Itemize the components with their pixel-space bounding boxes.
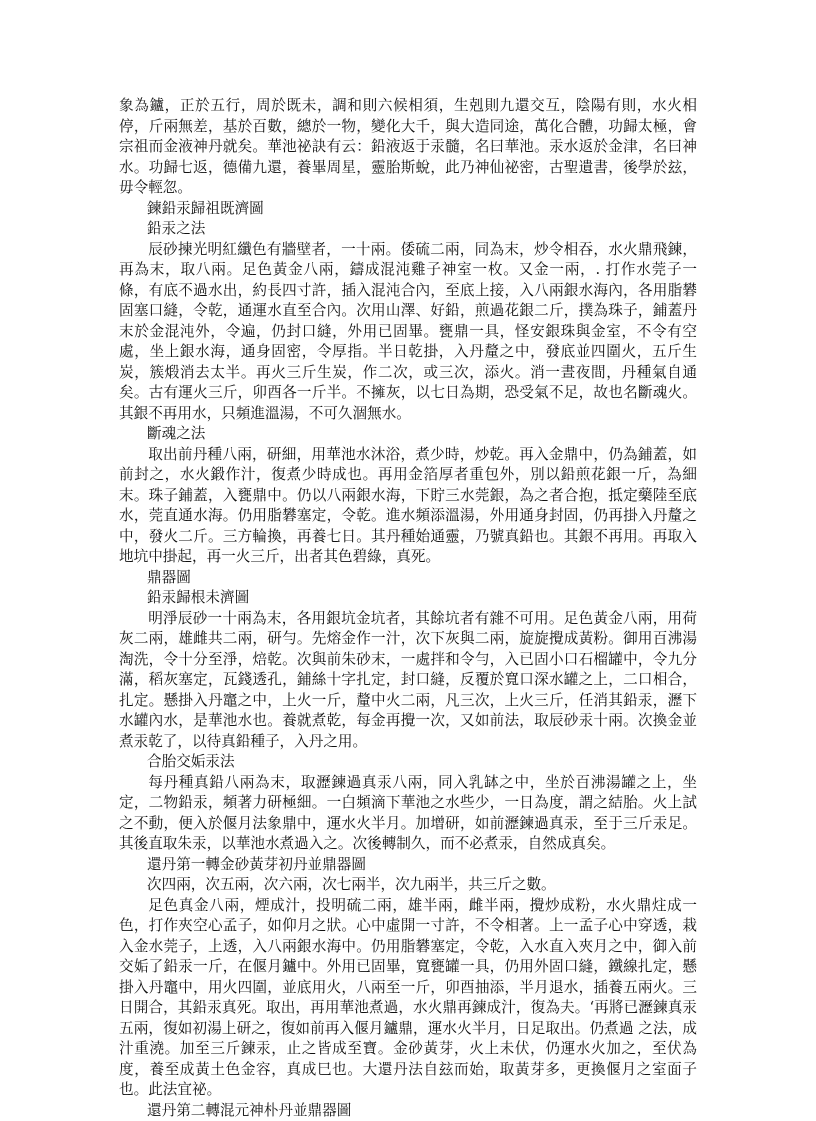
paragraph: 明淨辰砂一十兩為末，各用銀坑金坑者，其餘坑者有雜不可用。足色黃金八兩，用荷灰二兩，雄雌共二兩，研勻。先熔金作一汁，次下灰與二兩，旋旋攪成黃粉。御用百沸湯淘洗，令十分至淨，焙乾。次與前朱砂末，一處拌和令勻，入已固小口石榴罐中，令九分滿，稻灰塞定，瓦錢透孔，鋪絲十字扎定，封口縫，反覆於寬口深水罐之上，二口相合，扎定。懸掛入丹竈之中，上火一斤，釐中火二兩，凡三次，上火三斤，任消其鉛汞，瀝下水罐內水，是華池水也。養就煮乾，每金再攪一次，又如前法，取辰砂汞十兩。次換金並煮汞乾了，以待真鉛種子，入丹之用。 [119, 609, 697, 753]
paragraph: 每丹種真鉛八兩為末，取瀝鍊過真汞八兩，同入乳缽之中，坐於百沸湯罐之上，坐定，二物鉛汞，頻著力研極細。一白頻滴下華池之水些少，一日為度，謂之結胎。火上試之不動，便入於偃月法象鼎中，運水火半月。加增研，如前瀝鍊過真汞，至于三斤汞足。其後直取朱汞，以華池水煮過入之。次後轉制久，而不必煮汞，自然成真矣。 [119, 773, 697, 855]
section-heading: 鍊鉛汞歸祖既濟圖 [119, 199, 697, 220]
section-heading: 合胎交姤汞法 [119, 752, 697, 773]
section-heading: 鉛汞歸根未濟圖 [119, 588, 697, 609]
section-heading: 還丹第二轉混元神朴丹並鼎器圖 [119, 1101, 697, 1121]
section-heading: 還丹第一轉金砂黃芽初丹並鼎器圖 [119, 855, 697, 876]
section-heading: 斷魂之法 [119, 424, 697, 445]
paragraph: 足色真金八兩，煙成汁，投明硫二兩，雄半兩，雌半兩，攪炒成粉，水火鼎炷成一色，打作夾空心孟子，如仰月之狀。心中虛開一寸許，不令相著。上一孟子心中穿透，栽入金水莞子，上透，入八兩銀水海中。仍用脂礬塞定，令乾，入水直入夾月之中，御入前交姤了鉛汞一斤，在偃月鑪中。外用已固畢，寬甕罐一具，仍用外固口縫，鐵線扎定，懸掛入丹竈中，用火四圍，並底用火，八兩至一斤，卯酉抽添，半月退水，插養五兩火。三日開合，其鉛汞真死。取出，再用華池煮過，水火鼎再鍊成汁，復為夫。‘再將已瀝鍊真汞五兩，復如初湯上研之，復如前再入偃月鑪鼎，運水火半月，日足取出。仍煮過 之法，成汁重澆。加至三斤鍊汞，止之皆成至寶。金砂黃芽，火上未伏，仍運水火加之，至伏為度，養至成黃土色金容，真成巳也。大還丹法自玆而始，取黃芽多，更換偃月之室面子也。此法宜祕。 [119, 896, 697, 1101]
section-heading: 鉛汞之法 [119, 219, 697, 240]
paragraph: 取出前丹種八兩，研細，用華池水沐浴，煮少時，炒乾。再入金鼎中，仍為鋪蓋，如前封之，水火鍛作汁，復煮少時成也。再用金箔厚者重包外，別以鉛煎花銀一斤，為細末。珠子鋪蓋，入甕鼎中。仍以八兩銀水海，下貯三水莞銀，為之者合抱，抵定藥陸至底水，莞直通水海。仍用脂礬塞定，令乾。進水頻添溫湯，外用通身封固，仍再掛入丹釐之中，發火二斤。三方輪換，再養七日。其丹種始通靈，乃號真鉛也。其銀不再用。再取入地坑中掛起，再一火三斤，出者其色碧綠，真死。 [119, 445, 697, 568]
paragraph: 象為鑪，正於五行，周於既未，調和則六候相須，生剋則九還交互，陰陽有則，水火相停，斤兩無差，基於百數，總於一物，變化大千，與大造同途，萬化合體，功歸太極，會宗祖而金液神丹就矣。華池祕訣有云：鉛液返于汞髓，名曰華池。汞水返於金津，名曰神水。功歸七返，德備九還，養畢周星，靈胎斯蛻，此乃神仙祕密，古聖遺書，後學於玆，毋令輕忽。 [119, 96, 697, 199]
section-heading: 鼎器圖 [119, 568, 697, 589]
paragraph: 辰砂揀光明紅纖色有牆壁者，一十兩。倭硫二兩，同為末，炒令相吞，水火鼎飛鍊，再為末，取八兩。足色黃金八兩，鑄成混沌雞子神室一枚。又金一兩，. 打作水莞子一條，有底不過水出，約長四寸許，插入混沌合內，至底上接，入八兩銀水海內，各用脂礬固塞口縫，令乾，通運水直至合內。次用山澤、好鉛，煎過花銀二斤，撲為珠子，鋪蓋丹末於金混沌外，令遍，仍封口縫，外用已固畢。甕鼎一具，怪安銀珠與金室，不令有空處，坐上銀水海，通身固密，令厚指。半日乾掛，入丹釐之中，發底並四圍火，五斤生炭，簇煅消去太半。再火三斤生炭，作二次，或三次，添火。消一晝夜間，丹種氣自通矣。古有運火三斤，卯酉各一斤半。不擁灰，以七日為期，恐受氣不足，故也名斷魂火。其銀不再用水，只頻進溫湯，不可久涸無水。 [119, 240, 697, 425]
document-body [119, 96, 697, 1121]
section-heading: 次四兩，次五兩，次六兩，次七兩半，次九兩半，共三斤之數。 [119, 875, 697, 896]
